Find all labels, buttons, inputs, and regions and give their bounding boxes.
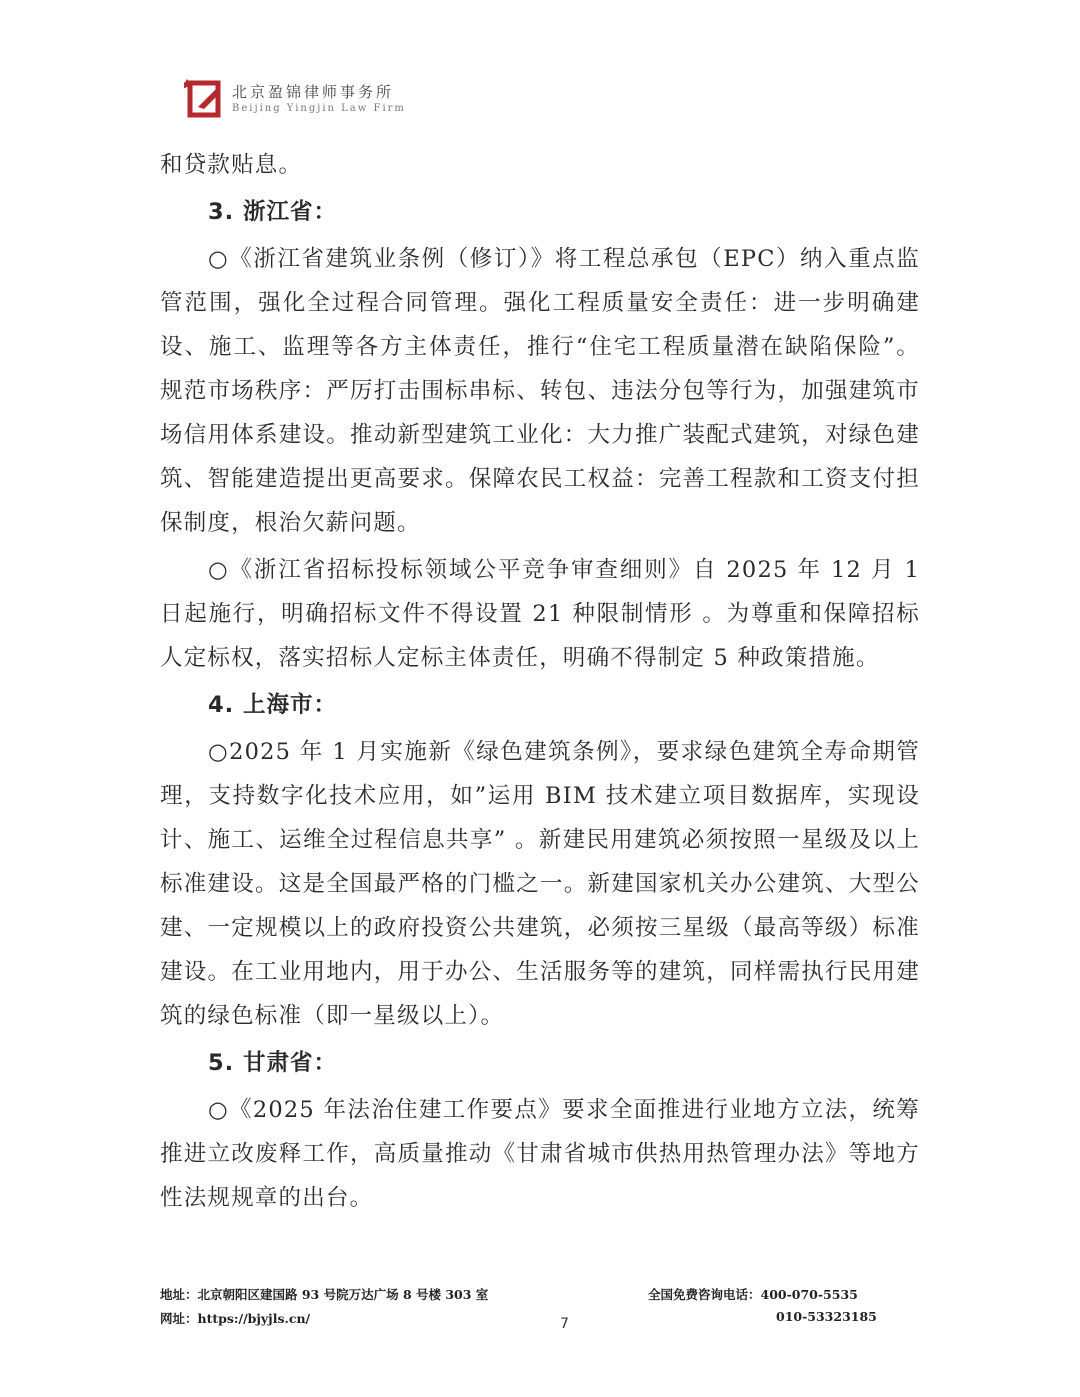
document-body — [160, 143, 920, 1223]
page-footer — [160, 1285, 877, 1335]
page-number: 7 — [560, 1316, 569, 1332]
paragraph-zhejiang-bidding: ○《浙江省招标投标领域公平竞争审查细则》自 2025 年 12 月 1 日起施行，明确招标文件不得设置 21 种限制情形 。为尊重和保障招标人定标权，落实招标人定标主体责任，明确不得制定 5 种政策措施。 — [160, 557, 920, 671]
paragraph-gansu: ○《2025 年法治住建工作要点》要求全面推进行业地方立法，统筹推进立改废释工作，高质量推动《甘肃省城市供热用热管理办法》等地方性法规规章的出台。 — [160, 1097, 920, 1211]
firm-logo — [184, 75, 424, 125]
heading-zhejiang: 3. 浙江省： — [208, 199, 338, 225]
footer-address: 地址：北京朝阳区建国路 93 号院万达广场 8 号楼 303 室 — [160, 1287, 489, 1302]
footer-phone: 010-53323185 — [776, 1309, 877, 1324]
paragraph-shanghai: ○2025 年 1 月实施新《绿色建筑条例》，要求绿色建筑全寿命期管理，支持数字化技术应用，如”运用 BIM 技术建立项目数据库，实现设计、施工、运维全过程信息共享” 。新建民用建筑必须按照一星级及以上标准建设。这是全国最严格的门槛之一。新建国家机关办公建筑、大型公建、一定规模以上的政府投资公共建筑，必须按三星级（最高等级）标准建设。在工业用地内，用于办公、生活服务等的建筑，同样需执行民用建筑的绿色标准（即一星级以上）。 — [160, 739, 920, 1029]
firm-name-cn: 北京盈锦律师事务所 — [232, 83, 395, 101]
heading-shanghai: 4. 上海市： — [208, 692, 338, 718]
footer-hotline: 全国免费咨询电话：400-070-5535 — [648, 1287, 858, 1302]
firm-name-en: Beijing Yingjin Law Firm — [232, 103, 406, 114]
paragraph-continuation: 和贷款贴息。 — [160, 152, 303, 178]
paragraph-zhejiang-regulation: ○《浙江省建筑业条例（修订）》将工程总承包（EPC）纳入重点监管范围，强化全过程合同管理。强化工程质量安全责任：进一步明确建设、施工、监理等各方主体责任，推行“住宅工程质量潜在缺陷保险”。规范市场秩序：严厉打击围标串标、转包、违法分包等行为，加强建筑市场信用体系建设。推动新型建筑工业化：大力推广装配式建筑，对绿色建筑、智能建造提出更高要求。保障农民工权益：完善工程款和工资支付担保制度，根治欠薪问题。 — [160, 246, 920, 536]
footer-website: 网址：https://bjyjls.cn/ — [160, 1311, 311, 1326]
firm-logo-icon — [184, 75, 228, 121]
heading-gansu: 5. 甘肃省： — [208, 1050, 338, 1076]
